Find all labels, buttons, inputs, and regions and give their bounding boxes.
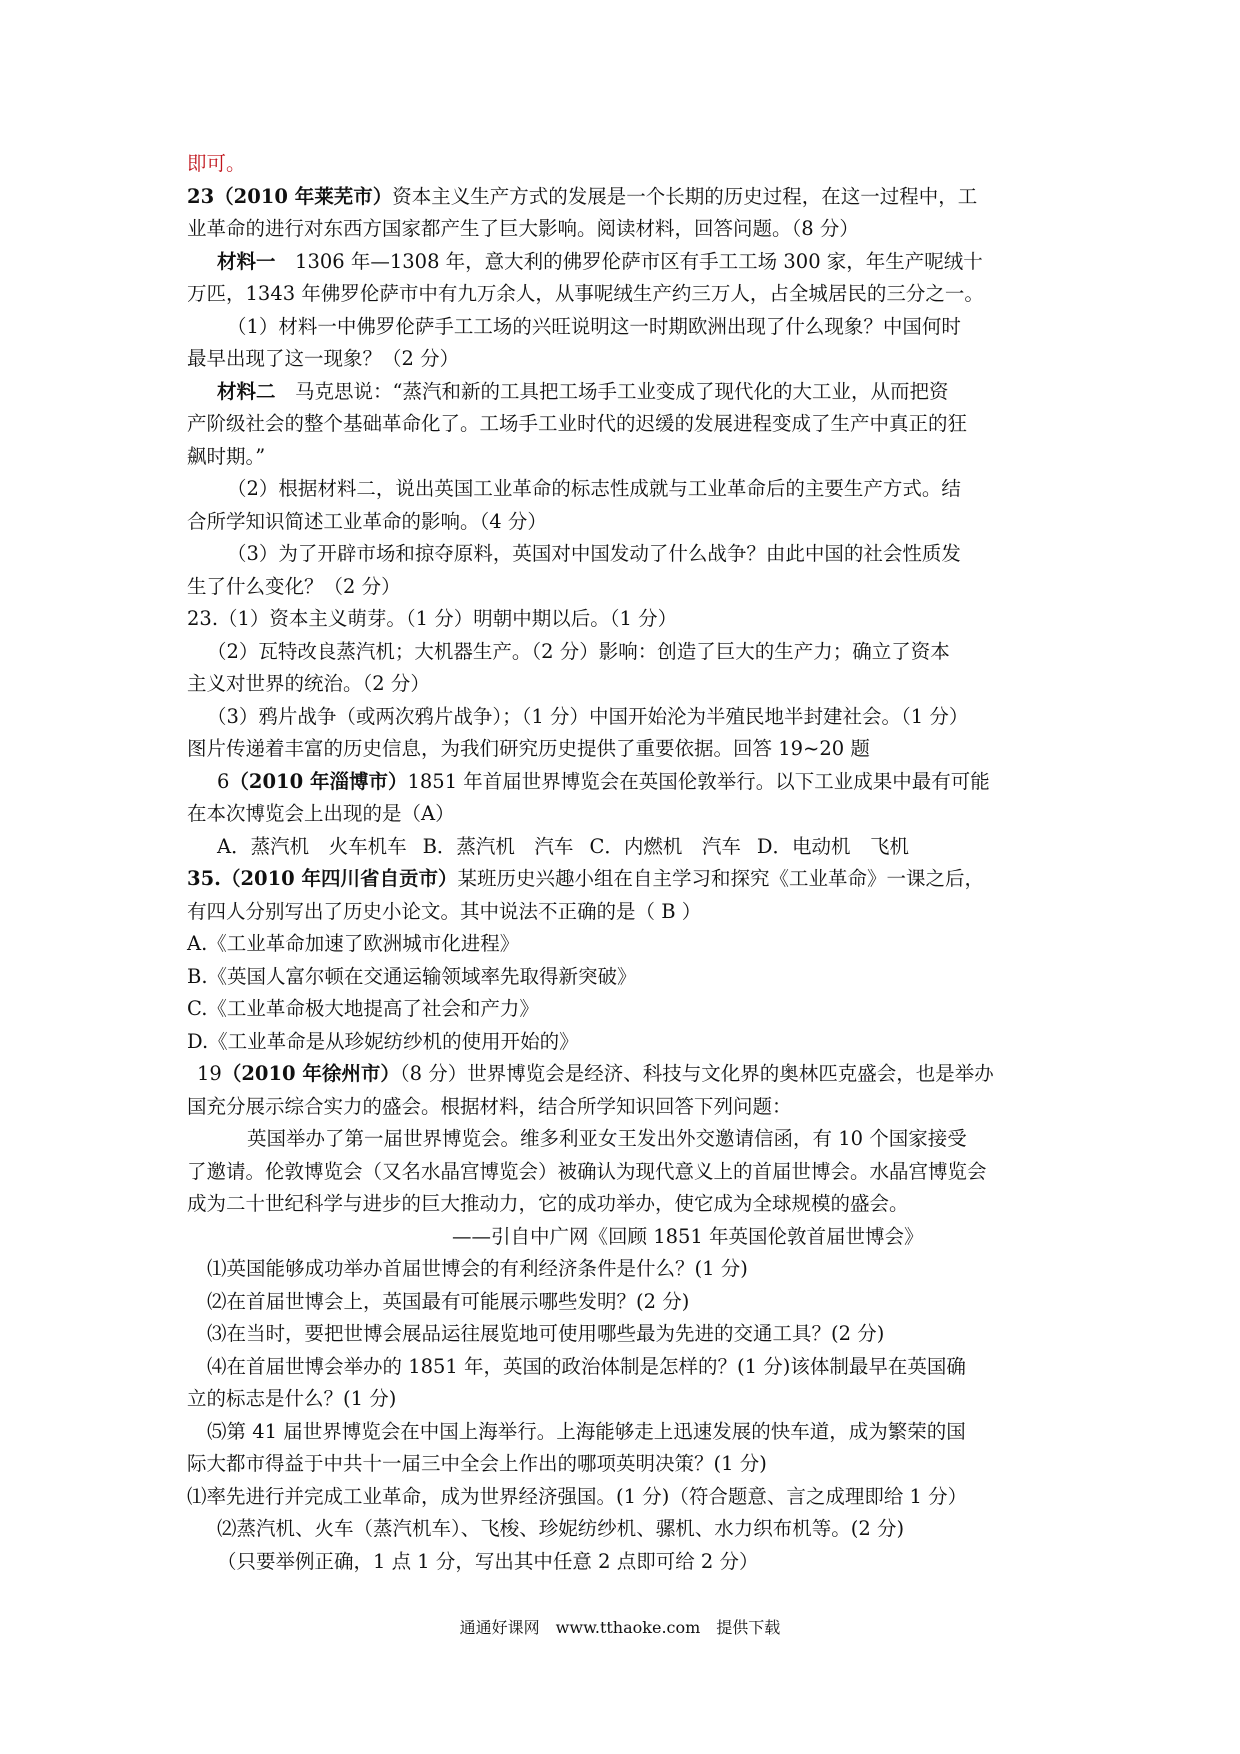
text-line <box>187 213 1067 246</box>
text-line <box>187 636 1067 669</box>
answer-item: ⑵蒸汽机、火车（蒸汽机车）、飞梭、珍妮纺纱机、骡机、水力织布机等。(2 分) <box>217 1517 905 1540</box>
text-line <box>187 1253 1067 1286</box>
text-run: 主义对世界的统治。（2 分） <box>187 672 430 695</box>
sub-item: ⑷在首届世博会举办的 1851 年，英国的政治体制是怎样的？(1 分)该体制最早在英国确 <box>207 1354 966 1378</box>
text-run: 国充分展示综合实力的盛会。根据材料，结合所学知识回答下列问题： <box>187 1094 792 1118</box>
text-line <box>187 1448 1067 1481</box>
question-text: 某班历史兴趣小组在自主学习和探究《工业革命》一课之后， <box>457 867 985 890</box>
text-line <box>187 733 1067 766</box>
choice-option: C．内燃机 汽车 <box>589 834 741 858</box>
text-line <box>187 1383 1067 1416</box>
question-source: （2010 年四川省自贡市） <box>220 867 458 890</box>
text-line <box>187 311 1067 344</box>
text-line <box>187 603 1067 636</box>
sub-item: ⑴英国能够成功举办首届世博会的有利经济条件是什么？(1 分) <box>207 1257 748 1280</box>
sub-question: （1）材料一中佛罗伦萨手工工场的兴旺说明这一时期欧洲出现了什么现象？中国何时 <box>227 314 961 338</box>
sub-question: （3）为了开辟市场和掠夺原料，英国对中国发动了什么战争？由此中国的社会性质发 <box>227 542 961 565</box>
text-run: 成为二十世纪科学与进步的巨大推动力，它的成功举办，使它成为全球规模的盛会。 <box>187 1192 909 1215</box>
text-run: B.《英国人富尔顿在交通运输领域率先取得新突破》 <box>187 964 637 988</box>
document-body <box>187 148 1067 1578</box>
text-line <box>187 1188 1067 1221</box>
sub-item: ⑸第 41 届世界博览会在中国上海举行。上海能够走上迅速发展的快车道，成为繁荣的国 <box>207 1419 966 1443</box>
text-run: 最早出现了这一现象？（2 分） <box>187 347 460 370</box>
material-paragraph: 英国举办了第一届世界博览会。维多利亚女王发出外交邀请信函，有 10 个国家接受 <box>247 1127 967 1150</box>
text-run: 图片传递着丰富的历史信息，为我们研究历史提供了重要依据。回答 19~20 题 <box>187 737 870 760</box>
text-line <box>187 1058 1067 1091</box>
text-run: 有四人分别写出了历史小论文。其中说法不正确的是（ B ） <box>187 899 702 923</box>
text-run: 业革命的进行对东西方国家都产生了巨大影响。阅读材料，回答问题。（8 分） <box>187 217 859 240</box>
text-line <box>187 1123 1067 1156</box>
text-line <box>187 1351 1067 1384</box>
text-line <box>187 798 1067 831</box>
text-line <box>187 896 1067 929</box>
text-line <box>187 1221 1067 1254</box>
text-line <box>187 1091 1067 1124</box>
text-line <box>187 376 1067 409</box>
text-run: ⑴率先进行并完成工业革命，成为世界经济强国。(1 分)（符合题意、言之成理即给 1 分） <box>187 1484 968 1508</box>
question-number: 35. <box>187 867 221 890</box>
sub-item: ⑵在首届世博会上，英国最有可能展示哪些发明？(2 分) <box>207 1289 690 1313</box>
text-run: 际大都市得益于中共十一届三中全会上作出的哪项英明决策？(1 分) <box>187 1452 767 1475</box>
question-number: 23 <box>187 184 215 208</box>
question-number: 6 <box>217 769 230 793</box>
text-line <box>187 148 1067 181</box>
text-run: 产阶级社会的整个基础革命化了。工场手工业时代的迟缓的发展进程变成了生产中真正的狂 <box>187 412 968 435</box>
choice-option: B．蒸汽机 汽车 <box>422 834 574 858</box>
text-line <box>187 1286 1067 1319</box>
sub-item: ⑶在当时，要把世博会展品运往展览地可使用哪些最为先进的交通工具？(2 分) <box>207 1322 885 1345</box>
text-run: 生了什么变化？（2 分） <box>187 574 401 598</box>
material-label: 材料一 <box>217 249 276 273</box>
question-text: 1851 年首届世界博览会在英国伦敦举行。以下工业成果中最有可能 <box>407 769 990 793</box>
text-line <box>187 1546 1067 1579</box>
text-line <box>187 668 1067 701</box>
text-line <box>187 571 1067 604</box>
text-line <box>187 246 1067 279</box>
material-text: 1306 年—1308 年，意大利的佛罗伦萨市区有手工工场 300 家，年生产呢绒十 <box>295 249 983 273</box>
text-line <box>187 993 1067 1026</box>
text-line <box>187 1481 1067 1514</box>
text-line <box>187 1416 1067 1449</box>
text-line <box>187 701 1067 734</box>
sub-item: （2）瓦特改良蒸汽机；大机器生产。（2 分）影响：创造了巨大的生产力；确立了资本 <box>207 639 950 663</box>
text-line <box>187 1513 1067 1546</box>
text-run: 万匹，1343 年佛罗伦萨市中有九万余人，从事呢绒生产约三万人，占全城居民的三分之一。 <box>187 282 984 305</box>
question-text: （8 分）世界博览会是经济、科技与文化界的奥林匹克盛会，也是举办 <box>399 1062 994 1085</box>
text-line <box>187 1026 1067 1059</box>
text-line <box>187 441 1067 474</box>
material-label: 材料二 <box>217 379 276 403</box>
text-line <box>187 1156 1067 1189</box>
sub-item: （3）鸦片战争（或两次鸦片战争）；（1 分）中国开始沦为半殖民地半封建社会。（1 分） <box>207 704 969 728</box>
question-number: 19 <box>197 1062 222 1085</box>
text-run: C.《工业革命极大地提高了社会和产力》 <box>187 997 539 1020</box>
text-line <box>187 1318 1067 1351</box>
sub-question: （2）根据材料二，说出英国工业革命的标志性成就与工业革命后的主要生产方式。结 <box>227 477 961 500</box>
text-line <box>187 408 1067 441</box>
text-line <box>187 278 1067 311</box>
answer-tail: 即可。 <box>187 152 246 175</box>
text-run: 飙时期。” <box>187 444 266 468</box>
text-line <box>187 863 1067 896</box>
text-run: 在本次博览会上出现的是（A） <box>187 802 455 825</box>
question-source: （2010 年莱芜市） <box>214 184 393 208</box>
text-run: 合所学知识简述工业革命的影响。（4 分） <box>187 509 547 533</box>
page-footer: 通通好课网 www.tthaoke.com 提供下载 <box>459 1618 781 1637</box>
text-line <box>187 473 1067 506</box>
text-run: A.《工业革命加速了欧洲城市化进程》 <box>187 932 520 955</box>
text-line <box>187 343 1067 376</box>
text-line <box>187 831 1067 864</box>
text-line <box>187 506 1067 539</box>
text-run: 23.（1）资本主义萌芽。（1 分）明朝中期以后。（1 分） <box>187 607 678 630</box>
text-line <box>187 538 1067 571</box>
text-line <box>187 928 1067 961</box>
question-source: （2010 年淄博市） <box>229 769 408 793</box>
answer-item: （只要举例正确，1 点 1 分，写出其中任意 2 点即可给 2 分） <box>217 1549 759 1573</box>
choice-option: A．蒸汽机 火车机车 <box>217 834 407 858</box>
text-run: 了邀请。伦敦博览会（又名水晶宫博览会）被确认为现代意义上的首届世博会。水晶宫博览会 <box>187 1159 987 1183</box>
text-line <box>187 181 1067 214</box>
question-text: 资本主义生产方式的发展是一个长期的历史过程，在这一过程中，工 <box>392 184 978 208</box>
text-run: 立的标志是什么？(1 分) <box>187 1387 397 1410</box>
text-line <box>187 766 1067 799</box>
text-run: D.《工业革命是从珍妮纺纱机的使用开始的》 <box>187 1029 579 1053</box>
text-line <box>187 961 1067 994</box>
question-source: （2010 年徐州市） <box>221 1062 400 1085</box>
choice-option: D．电动机 飞机 <box>756 834 909 858</box>
material-text: 马克思说：“蒸汽和新的工具把工场手工业变成了现代化的大工业，从而把资 <box>295 379 949 403</box>
material-source: ——引自中广网《回顾 1851 年英国伦敦首届世博会》 <box>452 1224 924 1248</box>
